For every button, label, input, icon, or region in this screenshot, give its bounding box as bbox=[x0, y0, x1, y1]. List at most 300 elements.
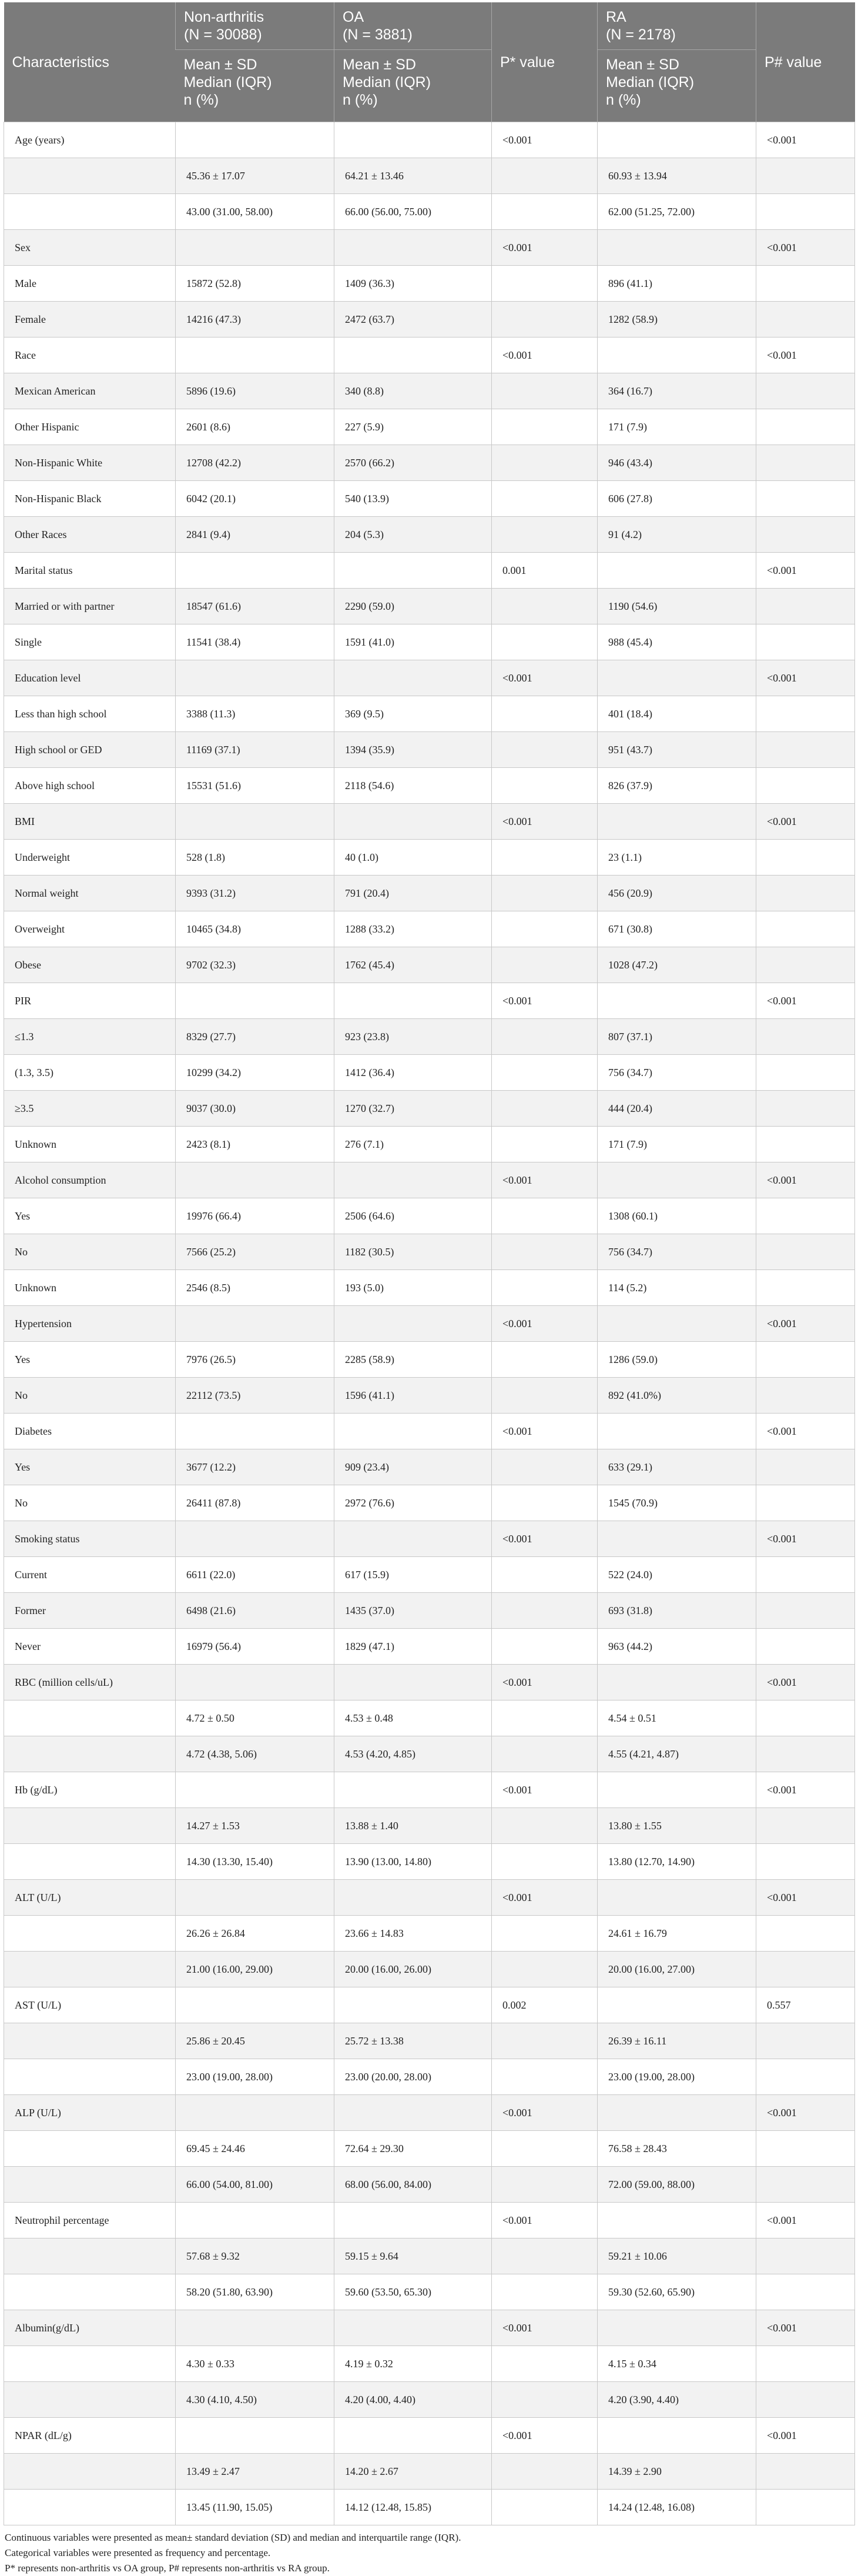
table-row bbox=[4, 876, 855, 911]
characteristic-cell: Never bbox=[4, 1629, 176, 1665]
p-hash-cell bbox=[756, 158, 855, 194]
nonarthritis-cell bbox=[176, 1772, 334, 1808]
stat-line: Median (IQR) bbox=[343, 74, 431, 91]
ra-cell bbox=[598, 1665, 756, 1700]
characteristic-cell bbox=[4, 2167, 176, 2203]
p-star-cell bbox=[492, 266, 598, 302]
nonarthritis-cell bbox=[176, 2203, 334, 2238]
ra-cell bbox=[598, 553, 756, 589]
p-hash-cell bbox=[756, 1485, 855, 1521]
header-group-nonarthritis bbox=[176, 2, 334, 50]
nonarthritis-cell bbox=[176, 660, 334, 696]
oa-cell: 276 (7.1) bbox=[334, 1127, 492, 1162]
p-star-cell bbox=[492, 768, 598, 804]
oa-cell: 923 (23.8) bbox=[334, 1019, 492, 1055]
nonarthritis-cell: 26411 (87.8) bbox=[176, 1485, 334, 1521]
nonarthritis-cell: 23.00 (19.00, 28.00) bbox=[176, 2059, 334, 2095]
characteristic-cell bbox=[4, 1808, 176, 1844]
ra-cell: 20.00 (16.00, 27.00) bbox=[598, 1952, 756, 1987]
p-hash-cell bbox=[756, 2490, 855, 2525]
characteristic-cell: Female bbox=[4, 302, 176, 338]
characteristic-cell bbox=[4, 2238, 176, 2274]
table-header bbox=[4, 2, 855, 122]
ra-cell: 946 (43.4) bbox=[598, 445, 756, 481]
p-hash-cell bbox=[756, 266, 855, 302]
characteristic-cell bbox=[4, 1700, 176, 1736]
oa-cell: 791 (20.4) bbox=[334, 876, 492, 911]
oa-cell: 369 (9.5) bbox=[334, 696, 492, 732]
ra-cell bbox=[598, 1880, 756, 1916]
nonarthritis-cell: 11169 (37.1) bbox=[176, 732, 334, 768]
nonarthritis-cell: 8329 (27.7) bbox=[176, 1019, 334, 1055]
oa-cell: 72.64 ± 29.30 bbox=[334, 2131, 492, 2167]
p-hash-cell bbox=[756, 2382, 855, 2418]
nonarthritis-cell: 4.72 ± 0.50 bbox=[176, 1700, 334, 1736]
p-star-cell bbox=[492, 840, 598, 876]
characteristic-cell bbox=[4, 158, 176, 194]
nonarthritis-cell: 12708 (42.2) bbox=[176, 445, 334, 481]
oa-cell: 340 (8.8) bbox=[334, 373, 492, 409]
stat-line: n (%) bbox=[343, 92, 378, 108]
nonarthritis-cell bbox=[176, 2418, 334, 2454]
p-star-cell bbox=[492, 1019, 598, 1055]
table-row bbox=[4, 1808, 855, 1844]
p-star-cell: <0.001 bbox=[492, 338, 598, 373]
nonarthritis-cell: 528 (1.8) bbox=[176, 840, 334, 876]
table-row bbox=[4, 2203, 855, 2238]
stat-line: Mean ± SD bbox=[343, 56, 416, 73]
nonarthritis-cell: 2423 (8.1) bbox=[176, 1127, 334, 1162]
characteristic-cell bbox=[4, 2274, 176, 2310]
group-name: Non-arthritis bbox=[184, 9, 264, 25]
p-star-cell: <0.001 bbox=[492, 1162, 598, 1198]
p-hash-cell bbox=[756, 911, 855, 947]
table-row bbox=[4, 1055, 855, 1091]
p-hash-cell bbox=[756, 876, 855, 911]
stat-line: Mean ± SD bbox=[183, 56, 257, 73]
oa-cell: 1182 (30.5) bbox=[334, 1234, 492, 1270]
oa-cell: 59.60 (53.50, 65.30) bbox=[334, 2274, 492, 2310]
characteristic-cell: Unknown bbox=[4, 1127, 176, 1162]
ra-cell: 606 (27.8) bbox=[598, 481, 756, 517]
table-row bbox=[4, 911, 855, 947]
p-hash-cell bbox=[756, 2023, 855, 2059]
oa-cell: 540 (13.9) bbox=[334, 481, 492, 517]
table-row bbox=[4, 1844, 855, 1880]
oa-cell: 2118 (54.6) bbox=[334, 768, 492, 804]
characteristic-cell bbox=[4, 2346, 176, 2382]
oa-cell bbox=[334, 1162, 492, 1198]
oa-cell: 1394 (35.9) bbox=[334, 732, 492, 768]
table-row bbox=[4, 2382, 855, 2418]
characteristic-cell bbox=[4, 194, 176, 230]
p-star-cell: <0.001 bbox=[492, 2418, 598, 2454]
characteristic-cell: Neutrophil percentage bbox=[4, 2203, 176, 2238]
nonarthritis-cell: 10299 (34.2) bbox=[176, 1055, 334, 1091]
p-star-cell bbox=[492, 2167, 598, 2203]
table-row bbox=[4, 2310, 855, 2346]
characteristic-cell: Hb (g/dL) bbox=[4, 1772, 176, 1808]
characteristic-cell: Former bbox=[4, 1593, 176, 1629]
nonarthritis-cell: 58.20 (51.80, 63.90) bbox=[176, 2274, 334, 2310]
nonarthritis-cell: 19976 (66.4) bbox=[176, 1198, 334, 1234]
ra-cell: 988 (45.4) bbox=[598, 624, 756, 660]
table-row bbox=[4, 1378, 855, 1414]
characteristic-cell: Single bbox=[4, 624, 176, 660]
nonarthritis-cell: 2841 (9.4) bbox=[176, 517, 334, 553]
characteristic-cell: Age (years) bbox=[4, 122, 176, 158]
characteristic-cell bbox=[4, 1736, 176, 1772]
ra-cell: 522 (24.0) bbox=[598, 1557, 756, 1593]
p-star-cell bbox=[492, 2454, 598, 2490]
p-star-cell bbox=[492, 1629, 598, 1665]
characteristic-cell bbox=[4, 2490, 176, 2525]
nonarthritis-cell bbox=[176, 553, 334, 589]
nonarthritis-cell bbox=[176, 983, 334, 1019]
characteristic-cell: Sex bbox=[4, 230, 176, 266]
characteristic-cell: No bbox=[4, 1485, 176, 1521]
p-hash-cell bbox=[756, 1127, 855, 1162]
p-hash-cell bbox=[756, 1593, 855, 1629]
nonarthritis-cell: 9393 (31.2) bbox=[176, 876, 334, 911]
group-name: RA bbox=[606, 9, 626, 25]
nonarthritis-cell: 14.30 (13.30, 15.40) bbox=[176, 1844, 334, 1880]
ra-cell: 807 (37.1) bbox=[598, 1019, 756, 1055]
ra-cell: 13.80 ± 1.55 bbox=[598, 1808, 756, 1844]
nonarthritis-cell bbox=[176, 122, 334, 158]
table-row bbox=[4, 1449, 855, 1485]
table-row bbox=[4, 983, 855, 1019]
ra-cell bbox=[598, 2418, 756, 2454]
ra-cell: 1286 (59.0) bbox=[598, 1342, 756, 1378]
oa-cell: 4.20 (4.00, 4.40) bbox=[334, 2382, 492, 2418]
p-star-cell bbox=[492, 1378, 598, 1414]
p-hash-cell bbox=[756, 1700, 855, 1736]
p-hash-cell: <0.001 bbox=[756, 1772, 855, 1808]
p-star-cell bbox=[492, 876, 598, 911]
p-star-cell: 0.002 bbox=[492, 1987, 598, 2023]
oa-cell bbox=[334, 1521, 492, 1557]
characteristic-cell: Yes bbox=[4, 1342, 176, 1378]
oa-cell: 204 (5.3) bbox=[334, 517, 492, 553]
oa-cell: 1829 (47.1) bbox=[334, 1629, 492, 1665]
p-hash-cell bbox=[756, 1916, 855, 1952]
characteristic-cell bbox=[4, 2454, 176, 2490]
ra-cell: 896 (41.1) bbox=[598, 266, 756, 302]
ra-cell: 76.58 ± 28.43 bbox=[598, 2131, 756, 2167]
nonarthritis-cell: 66.00 (54.00, 81.00) bbox=[176, 2167, 334, 2203]
oa-cell: 2472 (63.7) bbox=[334, 302, 492, 338]
ra-cell: 951 (43.7) bbox=[598, 732, 756, 768]
ra-cell bbox=[598, 1772, 756, 1808]
nonarthritis-cell bbox=[176, 1521, 334, 1557]
table-row bbox=[4, 1485, 855, 1521]
p-star-cell bbox=[492, 1952, 598, 1987]
p-hash-cell bbox=[756, 1270, 855, 1306]
p-hash-cell bbox=[756, 1378, 855, 1414]
oa-cell bbox=[334, 1414, 492, 1449]
footnote: Continuous variables were presented as mean± standard deviation (SD) and median and interquartile range (IQR). bbox=[5, 2532, 461, 2543]
ra-cell: 60.93 ± 13.94 bbox=[598, 158, 756, 194]
p-star-cell bbox=[492, 1127, 598, 1162]
oa-cell bbox=[334, 230, 492, 266]
characteristic-cell: (1.3, 3.5) bbox=[4, 1055, 176, 1091]
p-star-cell: <0.001 bbox=[492, 2095, 598, 2131]
table-row bbox=[4, 2167, 855, 2203]
nonarthritis-cell: 4.30 (4.10, 4.50) bbox=[176, 2382, 334, 2418]
nonarthritis-cell: 7566 (25.2) bbox=[176, 1234, 334, 1270]
table-row bbox=[4, 122, 855, 158]
ra-cell bbox=[598, 2310, 756, 2346]
table-row bbox=[4, 1342, 855, 1378]
oa-cell: 1412 (36.4) bbox=[334, 1055, 492, 1091]
table-row bbox=[4, 1772, 855, 1808]
oa-cell: 909 (23.4) bbox=[334, 1449, 492, 1485]
ra-cell bbox=[598, 338, 756, 373]
ra-cell: 91 (4.2) bbox=[598, 517, 756, 553]
p-star-cell bbox=[492, 1449, 598, 1485]
p-hash-cell bbox=[756, 481, 855, 517]
table-row bbox=[4, 302, 855, 338]
p-hash-cell: <0.001 bbox=[756, 1306, 855, 1342]
characteristic-cell: Unknown bbox=[4, 1270, 176, 1306]
characteristic-cell: Current bbox=[4, 1557, 176, 1593]
characteristic-cell: Underweight bbox=[4, 840, 176, 876]
oa-cell: 1591 (41.0) bbox=[334, 624, 492, 660]
table-body bbox=[4, 122, 855, 2525]
p-hash-cell: <0.001 bbox=[756, 804, 855, 840]
p-star-cell bbox=[492, 1593, 598, 1629]
ra-cell: 444 (20.4) bbox=[598, 1091, 756, 1127]
characteristic-cell: Male bbox=[4, 266, 176, 302]
characteristic-cell: Married or with partner bbox=[4, 589, 176, 624]
p-star-cell bbox=[492, 302, 598, 338]
ra-cell bbox=[598, 1414, 756, 1449]
ra-cell: 756 (34.7) bbox=[598, 1234, 756, 1270]
oa-cell: 4.53 ± 0.48 bbox=[334, 1700, 492, 1736]
table-row bbox=[4, 947, 855, 983]
p-hash-cell bbox=[756, 1736, 855, 1772]
p-star-cell bbox=[492, 409, 598, 445]
ra-cell: 826 (37.9) bbox=[598, 768, 756, 804]
oa-cell bbox=[334, 2203, 492, 2238]
p-hash-cell bbox=[756, 768, 855, 804]
p-hash-cell bbox=[756, 1808, 855, 1844]
characteristic-cell: Mexican American bbox=[4, 373, 176, 409]
p-star-cell: 0.001 bbox=[492, 553, 598, 589]
p-hash-cell bbox=[756, 2346, 855, 2382]
ra-cell: 14.39 ± 2.90 bbox=[598, 2454, 756, 2490]
oa-cell bbox=[334, 660, 492, 696]
nonarthritis-cell: 3677 (12.2) bbox=[176, 1449, 334, 1485]
table-row bbox=[4, 445, 855, 481]
p-hash-cell bbox=[756, 1091, 855, 1127]
p-star-cell: <0.001 bbox=[492, 122, 598, 158]
table-row bbox=[4, 158, 855, 194]
p-star-cell: <0.001 bbox=[492, 1306, 598, 1342]
oa-cell bbox=[334, 553, 492, 589]
nonarthritis-cell: 7976 (26.5) bbox=[176, 1342, 334, 1378]
characteristic-cell: Education level bbox=[4, 660, 176, 696]
table-row bbox=[4, 2059, 855, 2095]
footnote: Categorical variables were presented as frequency and percentage. bbox=[5, 2547, 271, 2558]
header-stats-oa bbox=[334, 50, 492, 122]
characteristic-cell: Normal weight bbox=[4, 876, 176, 911]
table-row bbox=[4, 732, 855, 768]
characteristic-cell bbox=[4, 2059, 176, 2095]
header-characteristics: Characteristics bbox=[4, 2, 176, 122]
p-star-cell: <0.001 bbox=[492, 1880, 598, 1916]
table-row bbox=[4, 1557, 855, 1593]
p-star-cell bbox=[492, 1557, 598, 1593]
p-hash-cell bbox=[756, 589, 855, 624]
characteristic-cell: RBC (million cells/uL) bbox=[4, 1665, 176, 1700]
p-hash-cell bbox=[756, 732, 855, 768]
characteristic-cell: Less than high school bbox=[4, 696, 176, 732]
table-row bbox=[4, 230, 855, 266]
p-star-cell bbox=[492, 2131, 598, 2167]
table-row bbox=[4, 768, 855, 804]
characteristic-cell: PIR bbox=[4, 983, 176, 1019]
oa-cell: 13.88 ± 1.40 bbox=[334, 1808, 492, 1844]
characteristic-cell: No bbox=[4, 1378, 176, 1414]
table-row bbox=[4, 1987, 855, 2023]
oa-cell: 2285 (58.9) bbox=[334, 1342, 492, 1378]
p-hash-cell: <0.001 bbox=[756, 660, 855, 696]
characteristic-cell: High school or GED bbox=[4, 732, 176, 768]
characteristic-cell: Non-Hispanic White bbox=[4, 445, 176, 481]
oa-cell: 23.66 ± 14.83 bbox=[334, 1916, 492, 1952]
table-row bbox=[4, 194, 855, 230]
oa-cell bbox=[334, 1306, 492, 1342]
table-row bbox=[4, 1952, 855, 1987]
oa-cell: 23.00 (20.00, 28.00) bbox=[334, 2059, 492, 2095]
p-star-cell: <0.001 bbox=[492, 660, 598, 696]
p-hash-cell bbox=[756, 2238, 855, 2274]
p-hash-cell: <0.001 bbox=[756, 553, 855, 589]
p-star-cell: <0.001 bbox=[492, 1521, 598, 1557]
p-hash-cell bbox=[756, 445, 855, 481]
p-star-cell bbox=[492, 1234, 598, 1270]
table-row bbox=[4, 553, 855, 589]
p-hash-cell bbox=[756, 840, 855, 876]
p-hash-cell: <0.001 bbox=[756, 2095, 855, 2131]
p-hash-cell bbox=[756, 1198, 855, 1234]
oa-cell: 1762 (45.4) bbox=[334, 947, 492, 983]
table-row bbox=[4, 1414, 855, 1449]
p-hash-cell bbox=[756, 1629, 855, 1665]
ra-cell: 456 (20.9) bbox=[598, 876, 756, 911]
characteristic-cell: ≥3.5 bbox=[4, 1091, 176, 1127]
p-star-cell: <0.001 bbox=[492, 2310, 598, 2346]
characteristic-cell bbox=[4, 1952, 176, 1987]
table-row bbox=[4, 1270, 855, 1306]
ra-cell: 62.00 (51.25, 72.00) bbox=[598, 194, 756, 230]
table-row bbox=[4, 1306, 855, 1342]
nonarthritis-cell: 4.72 (4.38, 5.06) bbox=[176, 1736, 334, 1772]
header-p-hash: P# value bbox=[756, 2, 855, 122]
p-star-cell bbox=[492, 1485, 598, 1521]
ra-cell: 1282 (58.9) bbox=[598, 302, 756, 338]
p-hash-cell: <0.001 bbox=[756, 2310, 855, 2346]
nonarthritis-cell bbox=[176, 2095, 334, 2131]
ra-cell: 963 (44.2) bbox=[598, 1629, 756, 1665]
nonarthritis-cell bbox=[176, 1665, 334, 1700]
ra-cell: 633 (29.1) bbox=[598, 1449, 756, 1485]
table-row bbox=[4, 266, 855, 302]
characteristic-cell bbox=[4, 2382, 176, 2418]
p-star-cell bbox=[492, 624, 598, 660]
stat-line: n (%) bbox=[183, 92, 219, 108]
table-row bbox=[4, 2490, 855, 2525]
nonarthritis-cell: 25.86 ± 20.45 bbox=[176, 2023, 334, 2059]
ra-cell bbox=[598, 230, 756, 266]
p-hash-cell: <0.001 bbox=[756, 983, 855, 1019]
nonarthritis-cell: 9037 (30.0) bbox=[176, 1091, 334, 1127]
p-star-cell: <0.001 bbox=[492, 1665, 598, 1700]
p-hash-cell bbox=[756, 2167, 855, 2203]
characteristic-cell bbox=[4, 2131, 176, 2167]
p-star-cell bbox=[492, 2238, 598, 2274]
characteristic-cell: Race bbox=[4, 338, 176, 373]
ra-cell: 1028 (47.2) bbox=[598, 947, 756, 983]
p-star-cell bbox=[492, 2274, 598, 2310]
characteristic-cell: Smoking status bbox=[4, 1521, 176, 1557]
p-hash-cell bbox=[756, 1449, 855, 1485]
characteristic-cell bbox=[4, 2023, 176, 2059]
p-hash-cell bbox=[756, 947, 855, 983]
p-hash-cell bbox=[756, 1019, 855, 1055]
oa-cell: 20.00 (16.00, 26.00) bbox=[334, 1952, 492, 1987]
p-star-cell bbox=[492, 1700, 598, 1736]
p-star-cell bbox=[492, 1736, 598, 1772]
nonarthritis-cell: 14216 (47.3) bbox=[176, 302, 334, 338]
nonarthritis-cell: 16979 (56.4) bbox=[176, 1629, 334, 1665]
p-star-cell bbox=[492, 2059, 598, 2095]
characteristic-cell: Above high school bbox=[4, 768, 176, 804]
p-hash-cell: <0.001 bbox=[756, 122, 855, 158]
nonarthritis-cell: 11541 (38.4) bbox=[176, 624, 334, 660]
oa-cell bbox=[334, 1987, 492, 2023]
ra-cell bbox=[598, 983, 756, 1019]
table-row bbox=[4, 589, 855, 624]
nonarthritis-cell: 2546 (8.5) bbox=[176, 1270, 334, 1306]
ra-cell: 26.39 ± 16.11 bbox=[598, 2023, 756, 2059]
table-row bbox=[4, 2418, 855, 2454]
nonarthritis-cell bbox=[176, 1306, 334, 1342]
nonarthritis-cell bbox=[176, 1880, 334, 1916]
p-star-cell bbox=[492, 2490, 598, 2525]
oa-cell: 14.20 ± 2.67 bbox=[334, 2454, 492, 2490]
ra-cell bbox=[598, 660, 756, 696]
p-star-cell bbox=[492, 517, 598, 553]
nonarthritis-cell bbox=[176, 1162, 334, 1198]
p-star-cell: <0.001 bbox=[492, 230, 598, 266]
nonarthritis-cell bbox=[176, 804, 334, 840]
table-row bbox=[4, 1700, 855, 1736]
table-row bbox=[4, 1593, 855, 1629]
oa-cell: 2290 (59.0) bbox=[334, 589, 492, 624]
stat-line: Median (IQR) bbox=[183, 74, 272, 91]
p-star-cell bbox=[492, 1055, 598, 1091]
table-row bbox=[4, 1019, 855, 1055]
table-row bbox=[4, 660, 855, 696]
p-hash-cell bbox=[756, 2131, 855, 2167]
p-star-cell bbox=[492, 1844, 598, 1880]
group-n: (N = 30088) bbox=[184, 26, 262, 43]
oa-cell: 193 (5.0) bbox=[334, 1270, 492, 1306]
table-row bbox=[4, 2023, 855, 2059]
